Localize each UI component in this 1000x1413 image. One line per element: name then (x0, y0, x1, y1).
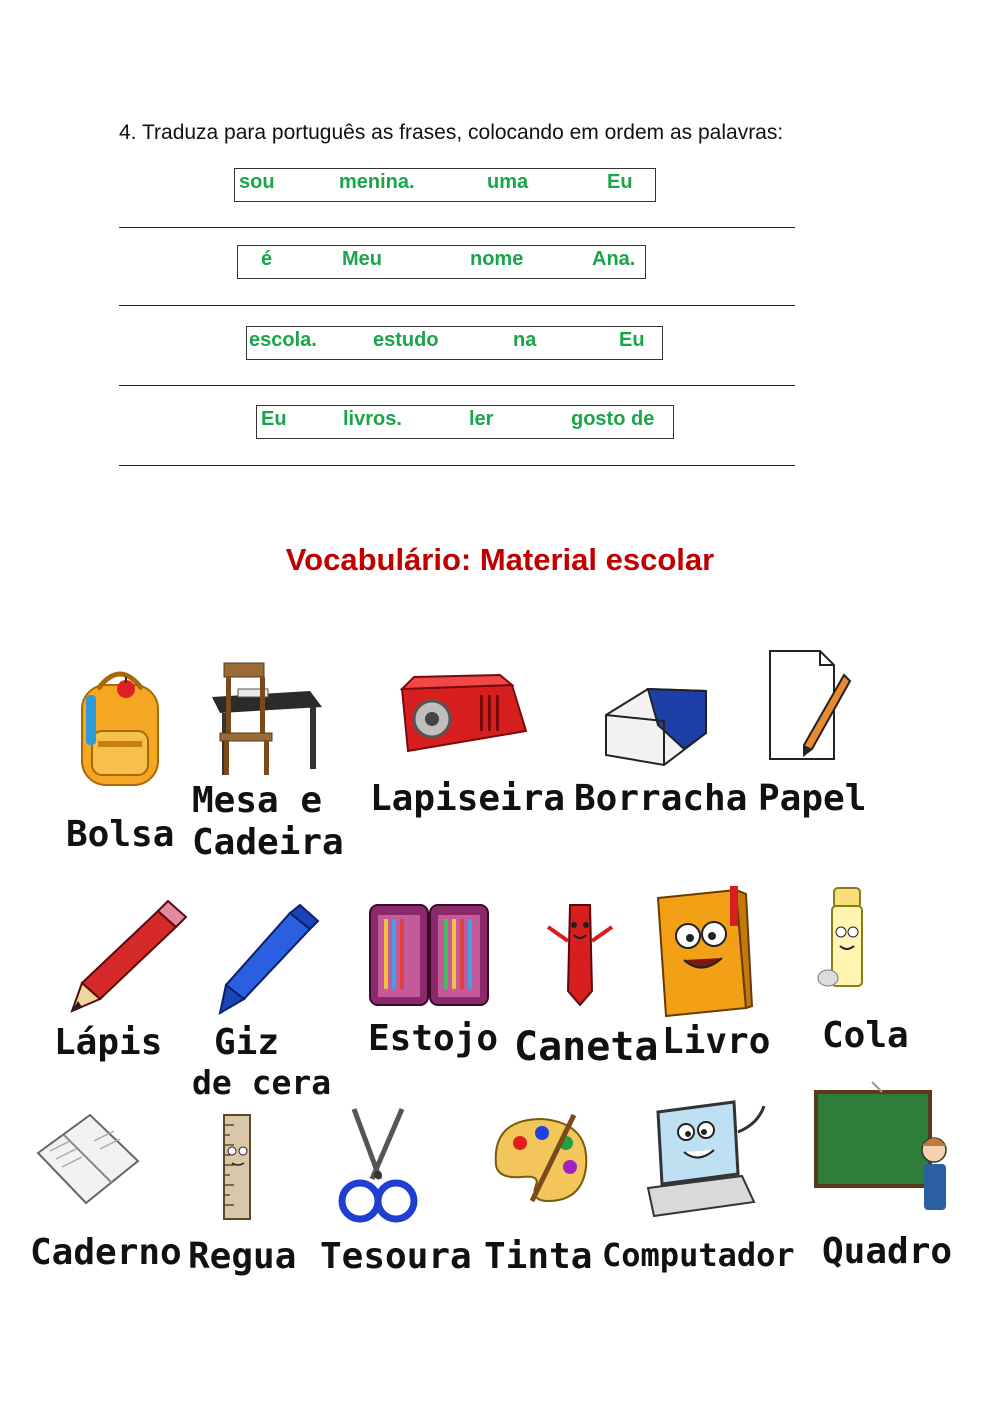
vocab-label: Regua (188, 1236, 297, 1277)
vocab-item-papel (758, 645, 878, 835)
exercise-instruction: 4. Traduza para português as frases, colocando em ordem as palavras: (119, 121, 784, 144)
word: escola. (249, 329, 317, 351)
vocab-item-lapis (50, 895, 190, 1075)
vocab-label: Borracha (574, 778, 748, 819)
answer-line-2[interactable] (119, 305, 795, 306)
vocab-item-tinta (482, 1105, 602, 1285)
answer-line-4[interactable] (119, 465, 795, 466)
vocab-item-caderno (28, 1105, 182, 1285)
vocab-item-mesa-cadeira (190, 655, 344, 865)
scissors-icon (320, 1105, 430, 1230)
vocab-item-bolsa (60, 655, 180, 865)
vocab-item-caneta (512, 895, 659, 1075)
vocab-label: Quadro (822, 1231, 953, 1272)
vocab-label: Giz (214, 1022, 280, 1063)
notebook-icon (28, 1105, 148, 1215)
eraser-icon (572, 655, 722, 770)
vocab-item-quadro (812, 1080, 962, 1280)
word: Eu (607, 171, 633, 193)
vocab-label: Tinta (484, 1236, 593, 1277)
vocab-item-estojo (356, 895, 506, 1075)
computer-icon (602, 1092, 782, 1227)
vocab-item-giz (190, 895, 330, 1105)
vocab-item-computador (602, 1092, 802, 1282)
vocab-item-regua (188, 1105, 308, 1285)
vocab-item-lapiseira (368, 655, 566, 825)
backpack-icon (60, 655, 180, 795)
word: ler (469, 408, 494, 430)
vocab-label: Mesa e (192, 780, 323, 821)
vocab-label: Lapiseira (370, 778, 566, 819)
vocab-label: Lápis (54, 1022, 163, 1063)
vocab-item-cola (808, 880, 918, 1070)
sharpener-icon (368, 655, 538, 770)
paper-icon (758, 645, 858, 770)
pencil-icon (50, 895, 190, 1020)
pen-icon (512, 895, 652, 1015)
vocab-label: Caneta (514, 1024, 659, 1070)
vocab-item-borracha (572, 655, 752, 825)
desk-chair-icon (190, 655, 330, 780)
word: menina. (339, 171, 415, 193)
vocab-label: Papel (758, 778, 867, 819)
word-box-1 (234, 168, 656, 202)
ruler-icon (188, 1105, 288, 1225)
book-icon (652, 880, 762, 1020)
vocab-label: Computador (602, 1236, 795, 1274)
word-box-2 (237, 245, 646, 279)
vocab-label: Caderno (30, 1232, 182, 1273)
word: Eu (261, 408, 287, 430)
vocab-title: Vocabulário: Material escolar (285, 542, 715, 577)
paint-palette-icon (482, 1105, 597, 1225)
word: é (261, 248, 273, 270)
vocab-label: Cadeira (192, 822, 344, 863)
answer-line-1[interactable] (119, 227, 795, 228)
vocab-label: Tesoura (320, 1236, 472, 1277)
vocab-label: Livro (662, 1021, 771, 1062)
vocab-item-tesoura (320, 1105, 470, 1285)
vocab-item-livro (652, 880, 772, 1080)
word: nome (470, 248, 524, 270)
word: Eu (619, 329, 645, 351)
word: uma (487, 171, 529, 193)
vocab-label: de cera (192, 1063, 332, 1102)
glue-stick-icon (808, 880, 888, 1000)
crayon-icon (190, 895, 330, 1020)
chalkboard-icon (812, 1080, 962, 1230)
answer-line-3[interactable] (119, 385, 795, 386)
word-box-4 (256, 405, 674, 439)
vocab-label: Estojo (368, 1018, 499, 1059)
word: estudo (373, 329, 439, 351)
vocab-label: Bolsa (66, 814, 175, 855)
word: sou (239, 171, 275, 193)
word: na (513, 329, 537, 351)
word-box-3 (246, 326, 663, 360)
word: livros. (343, 408, 402, 430)
pencil-case-icon (356, 895, 506, 1020)
word: Ana. (592, 248, 636, 270)
word: gosto de (571, 408, 655, 430)
word: Meu (342, 248, 382, 270)
vocab-label: Cola (822, 1015, 909, 1056)
